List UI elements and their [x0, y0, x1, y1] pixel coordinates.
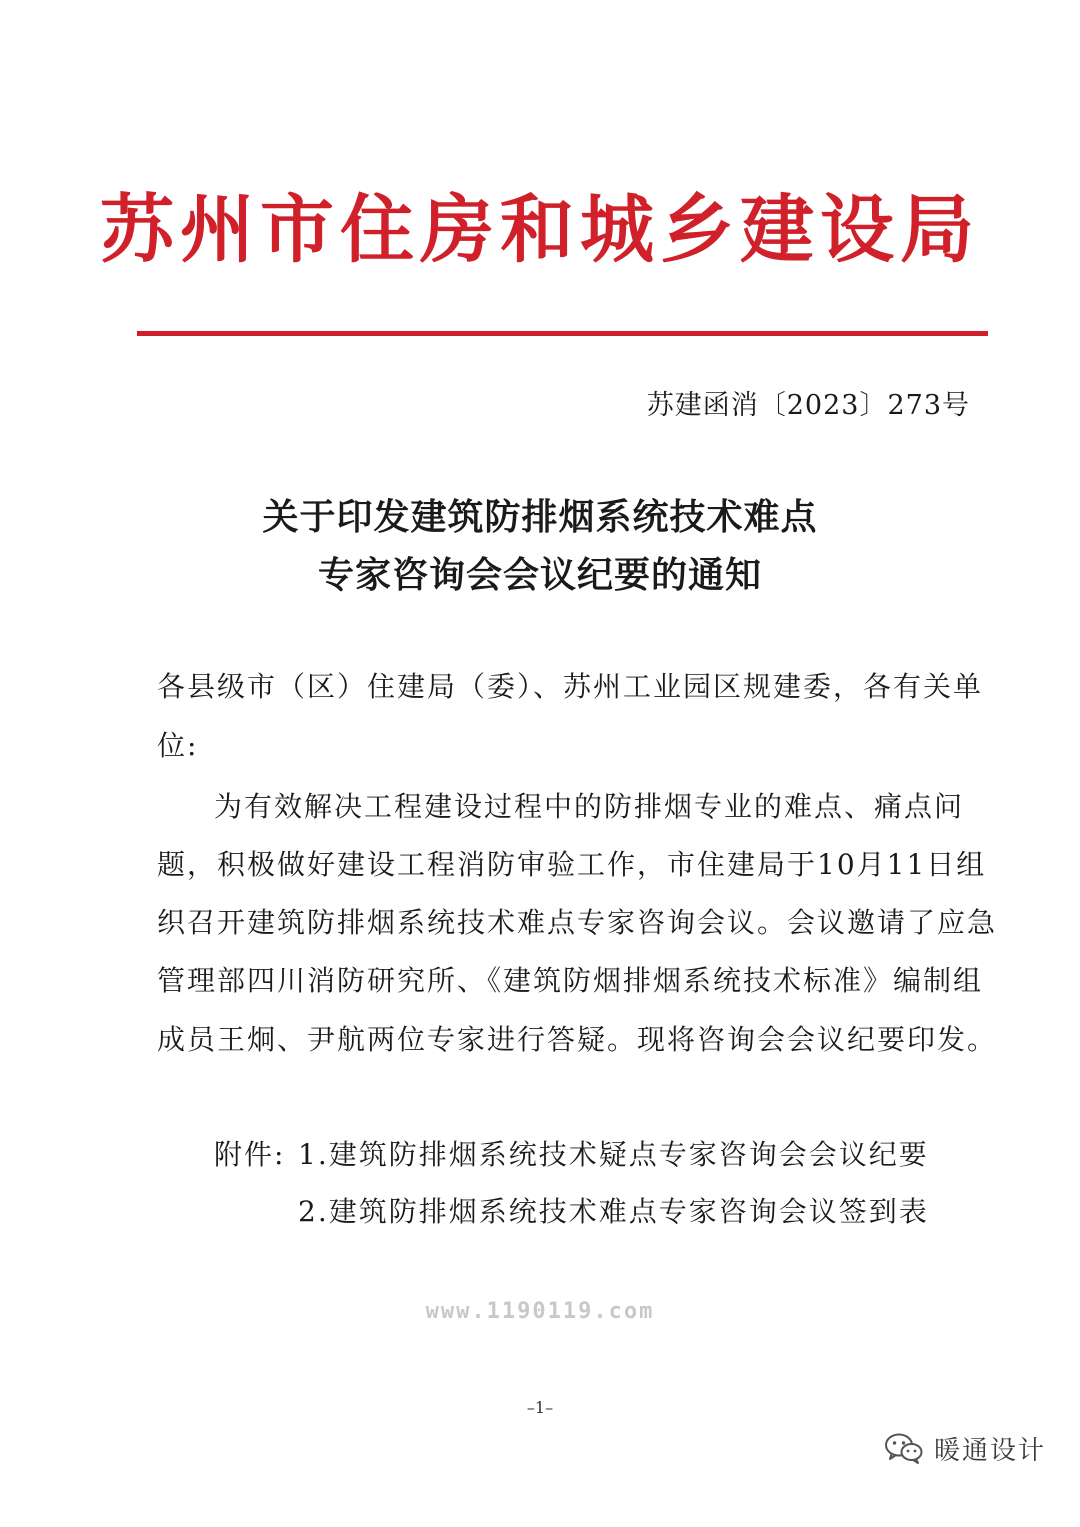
- site-watermark: www.1190119.com: [425, 1299, 655, 1324]
- paragraph-line-4: 管理部四川消防研究所、《建筑防烟排烟系统技术标准》编制组: [157, 964, 984, 997]
- paragraph-line-3: 织召开建筑防排烟系统技术难点专家咨询会议。会议邀请了应急: [157, 906, 998, 939]
- address-line-1: 各县级市（区）住建局（委）、苏州工业园区规建委，各有关单: [157, 670, 984, 703]
- title-line-2: 专家咨询会会议纪要的通知: [317, 554, 762, 596]
- paragraph-line-5: 成员王炯、尹航两位专家进行答疑。现将咨询会会议纪要印发。: [157, 1023, 998, 1056]
- page-number: –1–: [526, 1398, 554, 1417]
- brand-badge: [884, 1428, 1046, 1468]
- attachments-label: 附件:: [214, 1138, 286, 1171]
- attachment-item-1: 1.建筑防排烟系统技术疑点专家咨询会会议纪要: [298, 1138, 929, 1171]
- paragraph-line-1: 为有效解决工程建设过程中的防排烟专业的难点、痛点问: [214, 790, 965, 823]
- paragraph-line-2: 题，积极做好建设工程消防审验工作，市住建局于10月11日组: [157, 848, 987, 881]
- red-divider: [137, 331, 988, 336]
- attachment-item-2: 2.建筑防排烟系统技术难点专家咨询会议签到表: [298, 1195, 929, 1228]
- document-number: 苏建函消〔2023〕273号: [646, 390, 970, 421]
- address-line-2: 位:: [157, 729, 199, 762]
- title-line-1: 关于印发建筑防排烟系统技术难点: [262, 496, 818, 538]
- agency-header: 苏州市住房和城乡建设局: [100, 187, 980, 273]
- brand-name: 暖通设计: [933, 1435, 1046, 1466]
- wechat-icon: [884, 1431, 924, 1465]
